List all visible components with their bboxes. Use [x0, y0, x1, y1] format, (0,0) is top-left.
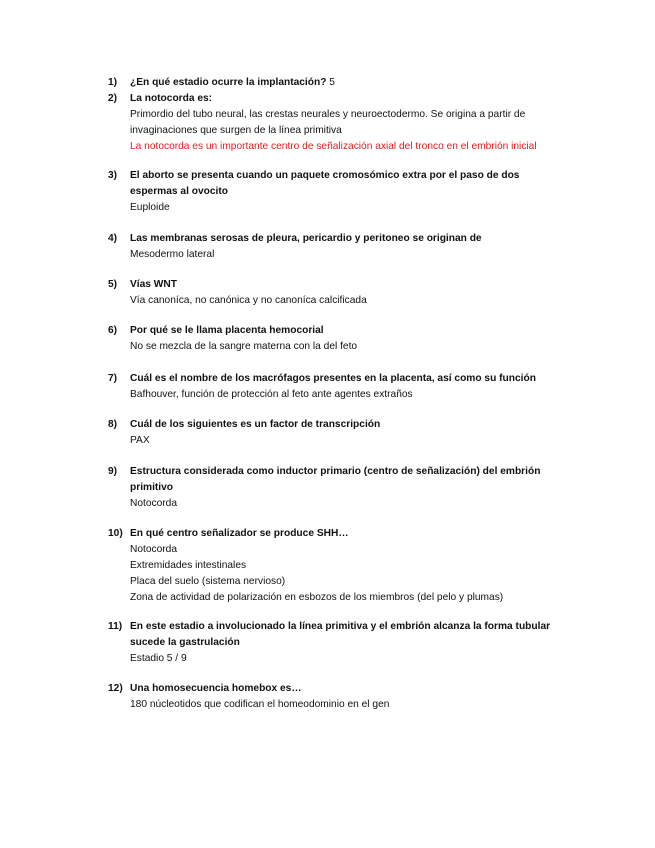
question-2	[108, 91, 588, 155]
question-title: espermas al ovocito	[130, 186, 228, 197]
answer-line: invaginaciones que surgen de la línea primitiva	[130, 125, 342, 136]
question-answer: 5	[326, 77, 335, 88]
answer-line: PAX	[130, 435, 150, 446]
question-6	[108, 323, 588, 355]
answer-line: No se mezcla de la sangre materna con la del feto	[130, 341, 358, 352]
answer-line: Notocorda	[130, 544, 178, 555]
question-number: 1)	[108, 77, 118, 88]
question-number: 12)	[108, 683, 123, 694]
question-11	[108, 619, 588, 667]
question-10	[108, 526, 588, 606]
question-title: sucede la gastrulación	[130, 637, 240, 648]
answer-line: 180 núcleotidos que codifican el homeodominio en el gen	[130, 699, 390, 710]
question-number: 10)	[108, 528, 123, 539]
question-title: Las membranas serosas de pleura, pericardio y peritoneo se originan de	[130, 233, 482, 244]
question-number: 2)	[108, 93, 118, 104]
question-title: El aborto se presenta cuando un paquete cromosómico extra por el paso de dos	[130, 170, 520, 181]
question-12	[108, 681, 588, 713]
question-3	[108, 168, 588, 216]
answer-line: Bafhouver, función de protección al feto ante agentes extraños	[130, 389, 413, 400]
question-1	[108, 75, 588, 91]
question-number: 3)	[108, 170, 118, 181]
question-title: Una homosecuencia homebox es…	[130, 683, 302, 694]
answer-line: Vía canoníca, no canónica y no canoníca calcificada	[130, 295, 367, 306]
question-number: 8)	[108, 419, 118, 430]
question-5	[108, 277, 588, 309]
answer-line: Zona de actividad de polarización en esbozos de los miembros (del pelo y plumas)	[130, 592, 504, 603]
answer-line: Extremidades intestinales	[130, 560, 247, 571]
question-8	[108, 417, 588, 449]
question-number: 9)	[108, 466, 118, 477]
question-title: primitivo	[130, 482, 174, 493]
question-title: La notocorda es:	[130, 93, 213, 104]
question-number: 4)	[108, 233, 118, 244]
question-title: Por qué se le llama placenta hemocorial	[130, 325, 324, 336]
question-7	[108, 371, 588, 403]
answer-line: Primordio del tubo neural, las crestas neurales y neuroectodermo. Se origina a partir de	[130, 109, 526, 120]
question-4	[108, 231, 588, 263]
answer-line: Estadio 5 / 9	[130, 653, 187, 664]
question-9	[108, 464, 588, 512]
answer-line: Mesodermo lateral	[130, 249, 215, 260]
question-title: Estructura considerada como inductor primario (centro de señalización) del embrión	[130, 466, 541, 477]
question-title: En qué centro señalizador se produce SHH…	[130, 528, 349, 539]
answer-note: La notocorda es un importante centro de señalización axial del tronco en el embrión inicial	[130, 141, 537, 152]
answer-line: Euploide	[130, 202, 170, 213]
question-number: 6)	[108, 325, 118, 336]
question-number: 5)	[108, 279, 118, 290]
question-title: Vías WNT	[130, 279, 177, 290]
question-number: 11)	[108, 621, 123, 632]
question-title: En este estadio a involucionado la línea primitiva y el embrión alcanza la forma tubular	[130, 621, 551, 632]
question-title: Cuál de los siguientes es un factor de transcripción	[130, 419, 381, 430]
question-title: ¿En qué estadio ocurre la implantación?	[130, 77, 327, 88]
question-number: 7)	[108, 373, 118, 384]
question-title: Cuál es el nombre de los macrófagos presentes en la placenta, así como su función	[130, 373, 536, 384]
answer-line: Notocorda	[130, 498, 178, 509]
answer-line: Placa del suelo (sistema nervioso)	[130, 576, 286, 587]
